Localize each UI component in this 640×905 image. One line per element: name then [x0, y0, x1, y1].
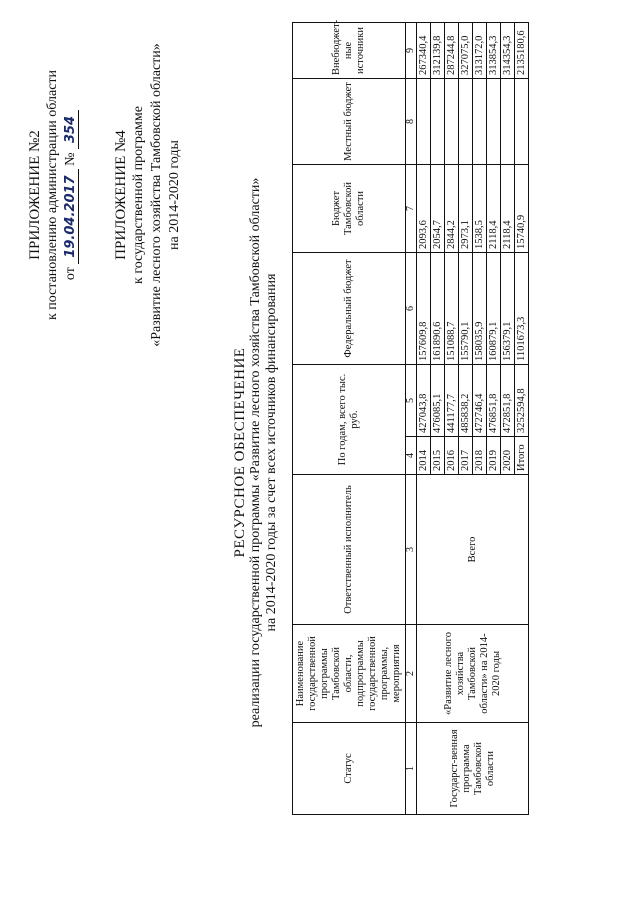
resource-table [292, 19, 529, 815]
cell-local [459, 78, 473, 164]
cell-regional: 2093,6 [417, 164, 431, 252]
cell-year: 2015 [431, 437, 445, 475]
cell-local [501, 78, 515, 164]
col-number: 1 [406, 723, 417, 815]
cell-year: 2018 [473, 437, 487, 475]
cell-total: 472851,8 [501, 364, 515, 436]
cell-local [417, 78, 431, 164]
cell-regional: 1538,5 [473, 164, 487, 252]
col-extra-header: Внебюджет-ные источники [293, 22, 406, 78]
cell-regional: 2118,4 [487, 164, 501, 252]
cell-regional: 2973,1 [459, 164, 473, 252]
number-prefix: № [63, 152, 78, 166]
cell-extra: 313172,0 [473, 22, 487, 78]
cell-local [487, 78, 501, 164]
col-executor-header: Ответственный исполнитель [293, 475, 406, 625]
col-total-header: По годам, всего тыс. руб. [293, 364, 406, 474]
table-body [406, 22, 529, 814]
col-name-header: Наименование государственной программы Тамбовской области, подпрограммы государственной программы, мероприятия [293, 625, 406, 723]
col-number: 2 [406, 625, 417, 723]
cell-year: 2020 [501, 437, 515, 475]
cell-federal: 156379,1 [501, 252, 515, 364]
col-number: 9 [406, 22, 417, 78]
col-local-header: Местный бюджет [293, 78, 406, 164]
appendix4-line3: на 2014-2020 годы [167, 140, 182, 250]
col-number: 5 [406, 364, 417, 436]
appendix2-date-line [62, 30, 80, 360]
cell-year: Итого [515, 437, 529, 475]
cell-regional: 15740,9 [515, 164, 529, 252]
cell-federal: 160879,1 [487, 252, 501, 364]
cell-regional: 2844,2 [445, 164, 459, 252]
cell-regional: 2054,7 [431, 164, 445, 252]
column-number-row [406, 22, 417, 814]
program-name-cell: «Развитие лесного хозяйства Тамбовской области» на 2014-2020 годы [417, 625, 529, 723]
document-heading [232, 0, 280, 905]
cell-extra: 267340,4 [417, 22, 431, 78]
cell-local [431, 78, 445, 164]
cell-federal: 151088,7 [445, 252, 459, 364]
cell-total: 441177,7 [445, 364, 459, 436]
appendix4-line1: к государственной программе [131, 106, 146, 284]
status-cell: Государст-венная программа Тамбовской области [417, 723, 529, 815]
cell-extra: 2135180,6 [515, 22, 529, 78]
date-prefix: от [63, 267, 78, 281]
cell-total: 476851,8 [487, 364, 501, 436]
appendix4-block [112, 30, 184, 360]
cell-local [515, 78, 529, 164]
cell-extra: 327075,0 [459, 22, 473, 78]
number-value: 354 [64, 110, 79, 149]
cell-extra: 312139,8 [431, 22, 445, 78]
col-regional-header: Бюджет Тамбовской области [293, 164, 406, 252]
cell-federal: 157609,8 [417, 252, 431, 364]
cell-total: 476085,1 [431, 364, 445, 436]
col-number: 3 [406, 475, 417, 625]
cell-total: 427043,8 [417, 364, 431, 436]
cell-year: 2014 [417, 437, 431, 475]
appendix2-title: ПРИЛОЖЕНИЕ №2 [27, 130, 43, 260]
appendix2-block [26, 30, 80, 360]
cell-year: 2017 [459, 437, 473, 475]
cell-extra: 313854,3 [487, 22, 501, 78]
heading-line3: на 2014-2020 годы за счет всех источников финансирования [264, 273, 279, 632]
cell-federal: 155790,1 [459, 252, 473, 364]
header-row [293, 22, 406, 814]
heading-main: РЕСУРСНОЕ ОБЕСПЕЧЕНИЕ [232, 347, 248, 558]
cell-federal: 158035,9 [473, 252, 487, 364]
cell-total: 3252594,8 [515, 364, 529, 436]
col-status-header: Статус [293, 723, 406, 815]
cell-federal: 1101673,3 [515, 252, 529, 364]
cell-federal: 161890,6 [431, 252, 445, 364]
cell-extra: 314354,3 [501, 22, 515, 78]
appendix4-line2: «Развитие лесного хозяйства Тамбовской области» [149, 43, 164, 347]
col-number: 4 [406, 437, 417, 475]
cell-total: 472746,4 [473, 364, 487, 436]
cell-local [473, 78, 487, 164]
appendix2-line1: к постановлению администрации области [45, 69, 60, 321]
cell-regional: 2118,4 [501, 164, 515, 252]
col-number: 6 [406, 252, 417, 364]
table-row [417, 22, 431, 814]
col-number: 7 [406, 164, 417, 252]
col-number: 8 [406, 78, 417, 164]
cell-local [445, 78, 459, 164]
executor-cell: Всего [417, 475, 529, 625]
appendix4-title: ПРИЛОЖЕНИЕ №4 [113, 130, 129, 260]
cell-total: 485838,2 [459, 364, 473, 436]
cell-year: 2016 [445, 437, 459, 475]
date-value: 19.04.2017 [64, 169, 79, 263]
heading-line2: реализации государственной программы «Развитие лесного хозяйства Тамбовской области» [248, 177, 263, 728]
cell-year: 2019 [487, 437, 501, 475]
col-federal-header: Федеральный бюджет [293, 252, 406, 364]
cell-extra: 287244,8 [445, 22, 459, 78]
